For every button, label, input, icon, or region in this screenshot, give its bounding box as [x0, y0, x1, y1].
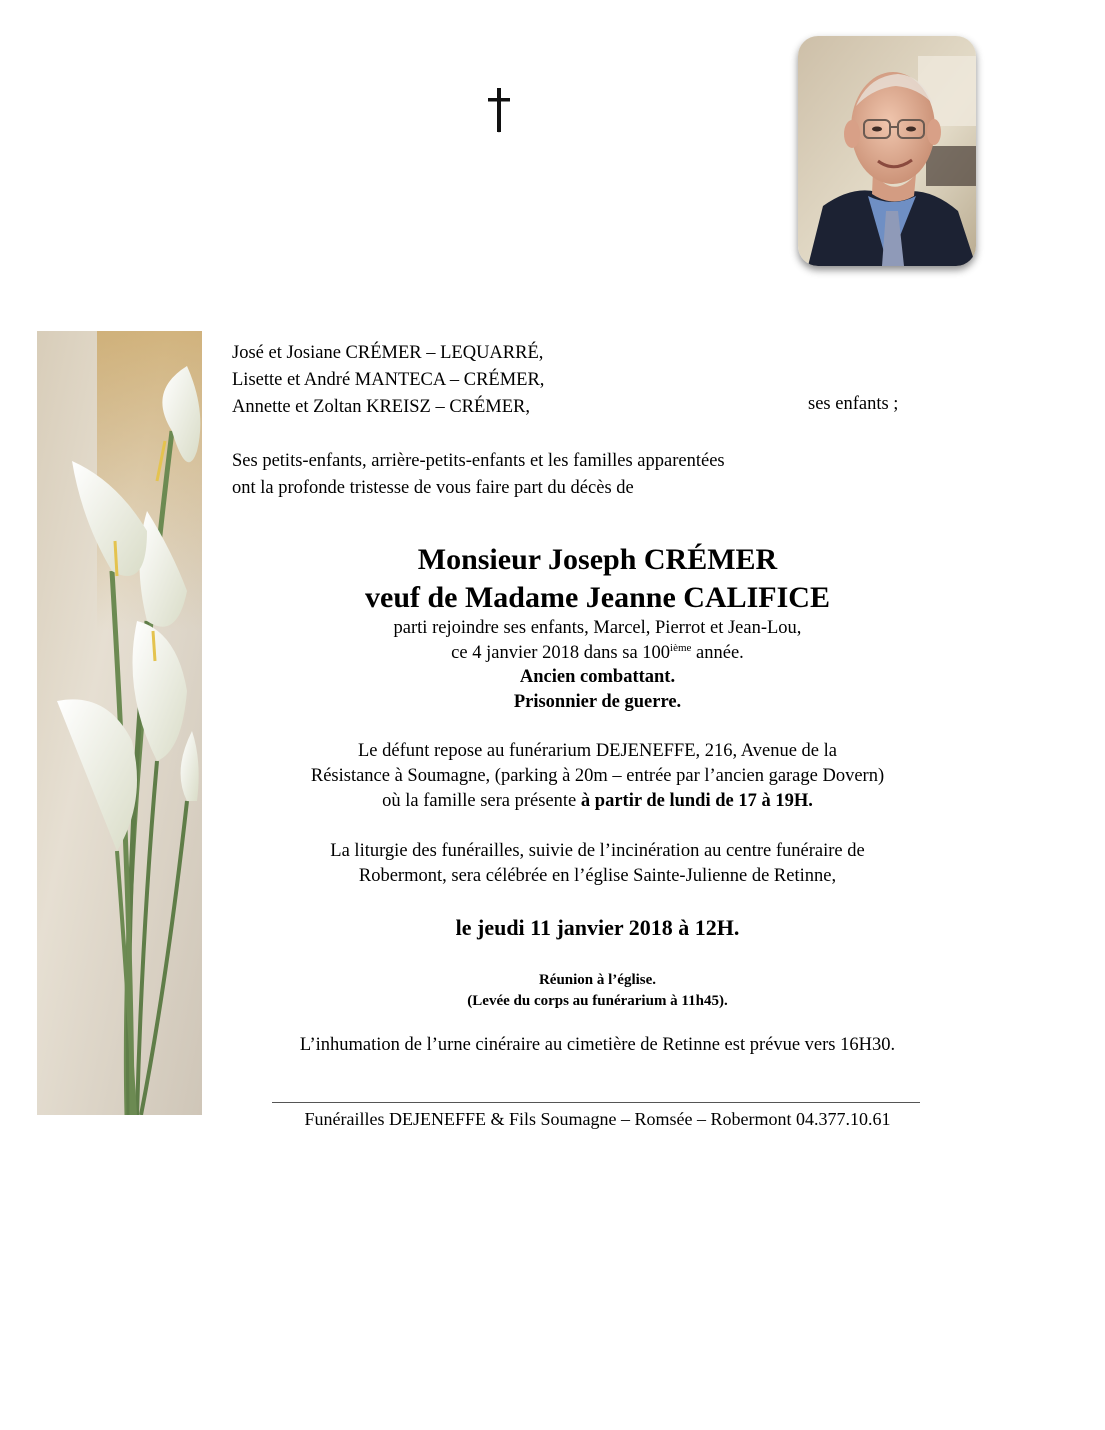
- burial-line: L’inhumation de l’urne cinéraire au cimetière de Retinne est prévue vers 16H30.: [299, 1035, 896, 1055]
- visitation-hours: à partir de lundi de 17 à 19H.: [580, 791, 813, 811]
- death-date-prefix: ce 4 janvier 2018 dans sa 100: [451, 643, 671, 663]
- ceremony-date: le jeudi 11 janvier 2018 à 12H.: [455, 915, 740, 940]
- meeting-line: Réunion à l’église.: [538, 972, 657, 988]
- visitation-line-3-text: où la famille sera présente: [382, 791, 581, 811]
- liturgy-line-1: La liturgie des funérailles, suivie de l’incinération au centre funéraire de: [330, 841, 865, 861]
- visitation-line-1: Le défunt repose au funérarium DEJENEFFE, 216, Avenue de la: [358, 741, 837, 761]
- grandchildren-line: Ses petits-enfants, arrière-petits-enfants et les familles apparentées: [232, 451, 725, 471]
- widower-of: veuf de Madame Jeanne CALIFICE: [365, 581, 830, 614]
- cross-icon: [484, 86, 514, 134]
- death-date-suffix: année.: [691, 643, 744, 663]
- death-date-line: [200, 641, 995, 666]
- children-label: ses enfants ;: [808, 394, 899, 414]
- footer-divider: [272, 1102, 920, 1103]
- visitation-line-2: Résistance à Soumagne, (parking à 20m – entrée par l’ancien garage Dovern): [310, 766, 885, 786]
- transfer-line: (Levée du corps au funérarium à 11h45).: [467, 993, 728, 1009]
- deceased-name: Monsieur Joseph CRÉMER: [417, 543, 778, 576]
- rejoined-line: parti rejoindre ses enfants, Marcel, Pierrot et Jean-Lou,: [393, 618, 802, 638]
- portrait-photo: [798, 36, 976, 266]
- liturgy-line-2: Robermont, sera célébrée en l’église Sainte-Julienne de Retinne,: [358, 866, 837, 886]
- veteran-line: Ancien combattant.: [519, 667, 676, 687]
- footer-text: Funérailles DEJENEFFE & Fils Soumagne – Romsée – Robermont 04.377.10.61: [304, 1109, 891, 1129]
- family-line-1: José et Josiane CRÉMER – LEQUARRÉ,: [232, 343, 544, 363]
- death-date-sup: ième: [670, 642, 692, 654]
- calla-lily-image: [37, 331, 202, 1115]
- family-line-3: Annette et Zoltan KREISZ – CRÉMER,: [232, 397, 531, 417]
- prisoner-line: Prisonnier de guerre.: [513, 692, 682, 712]
- family-line-2: Lisette et André MANTECA – CRÉMER,: [232, 370, 545, 390]
- announcement-line: ont la profonde tristesse de vous faire part du décès de: [232, 478, 634, 498]
- visitation-line-3: [200, 789, 995, 814]
